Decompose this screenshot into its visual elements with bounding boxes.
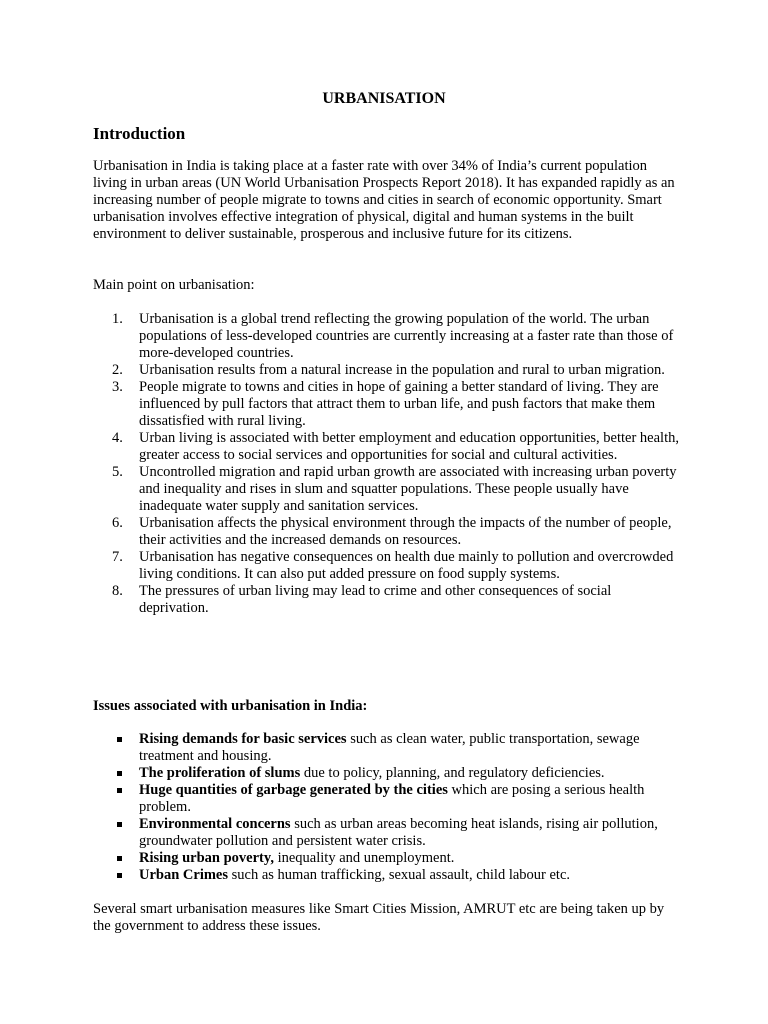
list-item [112,430,684,464]
square-bullet-icon [117,856,122,861]
intro-paragraph: Urbanisation in India is taking place at a faster rate with over 34% of India’s current population living in urban areas (UN World Urbanisation Prospects Report 2018). It has expanded rapidly as an increasing number of people migrate to towns and cities in search of economic opportunity. Smart urbanisation involves effective integration of physical, digital and human systems in the built environment to deliver sustainable, prosperous and inclusive future for its citizens. [93,158,675,242]
closing-paragraph: Several smart urbanisation measures like Smart Cities Mission, AMRUT etc are being taken up by the government to address these issues. [93,901,665,934]
list-item-text: Urbanisation affects the physical environment through the impacts of the number of people, their activities and the increased demands on resources. [139,515,672,548]
issues-list [139,731,684,884]
list-item-text: People migrate to towns and cities in hope of gaining a better standard of living. They are influenced by pull factors that attract them to urban life, and push factors that make them dissatisfied with rural living. [139,379,659,429]
list-item [112,549,684,583]
list-item-number: 4. [112,430,123,446]
issue-text: such as human trafficking, sexual assault, child labour etc. [228,867,571,883]
issue-bold-text: Rising demands for basic services [139,731,347,747]
list-item-text: Urbanisation has negative consequences on health due mainly to pollution and overcrowded living conditions. It can also put added pressure on food supply systems. [139,549,674,582]
square-bullet-icon [117,771,122,776]
list-item-number: 8. [112,583,123,599]
square-bullet-icon [117,873,122,878]
issue-bold-text: Urban Crimes [139,867,229,883]
list-item [112,379,684,430]
intro-heading: Introduction [93,124,186,143]
list-item [139,850,684,867]
list-item-text: Uncontrolled migration and rapid urban growth are associated with increasing urban poverty and inequality and rises in slum and squatter populations. These people usually have inadequate water supply and sanitation services. [139,464,677,514]
list-item [112,464,684,515]
list-item-text: The pressures of urban living may lead to crime and other consequences of social deprivation. [139,583,612,616]
list-item [139,765,684,782]
issue-bold-text: Rising urban poverty, [139,850,274,866]
list-item-number: 7. [112,549,123,565]
issue-bold-text: The proliferation of slums [139,765,301,781]
square-bullet-icon [117,788,122,793]
list-item [112,311,684,362]
issue-text: such as urban areas becoming heat islands, rising air pollution, groundwater pollution and persistent water crisis. [139,816,658,849]
urbanisation-points-list [112,311,684,617]
list-item [112,583,684,617]
issue-bold-text: Huge quantities of garbage generated by the cities [139,782,448,798]
list-item [139,867,684,884]
list-item-text: Urbanisation is a global trend reflecting the growing population of the world. The urban populations of less-developed countries are currently increasing at a faster rate than those of more-developed countries. [139,311,674,361]
issue-text: such as clean water, public transportation, sewage treatment and housing. [139,731,640,764]
document-title: URBANISATION [322,90,446,107]
square-bullet-icon [117,737,122,742]
list-item-text: Urbanisation results from a natural increase in the population and rural to urban migration. [139,362,665,378]
list-item-number: 3. [112,379,123,395]
list-item-number: 5. [112,464,123,480]
list-item [139,731,684,765]
square-bullet-icon [117,822,122,827]
issue-text: inequality and unemployment. [273,850,455,866]
list-item-number: 6. [112,515,123,531]
list-item [112,515,684,549]
list-item [139,782,684,816]
list-item [139,816,684,850]
main-point-label: Main point on urbanisation: [93,277,255,293]
list-item-number: 1. [112,311,123,327]
issues-heading: Issues associated with urbanisation in India: [93,698,368,714]
list-item-text: Urban living is associated with better employment and education opportunities, better health, greater access to social services and opportunities for social and cultural activities. [139,430,679,463]
list-item [112,362,684,379]
issue-text: which are posing a serious health problem. [139,782,645,815]
list-item-number: 2. [112,362,123,378]
issue-text: due to policy, planning, and regulatory deficiencies. [300,765,605,781]
issue-bold-text: Environmental concerns [139,816,291,832]
